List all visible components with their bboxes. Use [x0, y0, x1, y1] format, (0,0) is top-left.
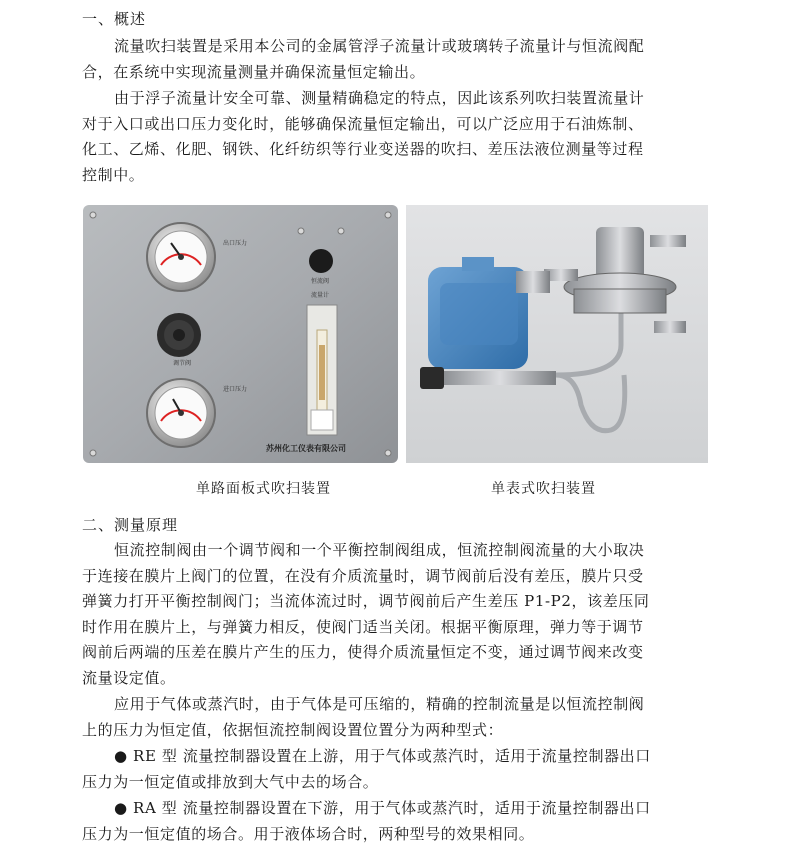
section1-paragraph1 — [82, 34, 714, 85]
section1-heading: 一、概述 — [82, 10, 147, 28]
text-line: 压力为一恒定值或排放到大气中去的场合。 — [82, 772, 379, 791]
panel-purge-device-photo — [83, 205, 398, 463]
text-line: 于连接在膜片上阀门的位置，在没有介质流量时，调节阀前后没有差压，膜片只受 — [82, 566, 644, 585]
constant-valve-label: 恒流阀 — [311, 279, 330, 285]
text-line: 由于浮子流量计安全可靠、测量精确稳定的特点，因此该系列吹扫装置流量计 — [114, 89, 645, 107]
re-type-bullet — [82, 744, 714, 795]
constant-valve-knob — [309, 249, 333, 273]
section1-paragraph2 — [82, 86, 714, 188]
adjust-knob — [420, 367, 444, 389]
text-line: 流量吹扫装置是采用本公司的金属管浮子流量计或玻璃转子流量计与恒流阀配 — [114, 37, 645, 55]
section2-paragraph2 — [82, 692, 714, 743]
text-line: 对于入口或出口压力变化时，能够确保流量恒定输出，可以广泛应用于石油炼制、 — [82, 114, 644, 133]
flowmeter-tube — [307, 305, 337, 435]
text-line: 控制中。 — [82, 165, 145, 184]
inlet-pressure-gauge — [147, 379, 215, 447]
section2-heading: 二、测量原理 — [82, 516, 179, 534]
meter-illustration — [406, 205, 708, 463]
meter-caption: 单表式吹扫装置 — [491, 481, 596, 497]
single-meter-purge-device-photo — [406, 205, 708, 463]
text-line: 流量设定值。 — [82, 668, 176, 687]
text-line: 阀前后两端的压差在膜片产生的压力，使得介质流量恒定不变，通过调节阀来改变 — [82, 643, 644, 661]
text-line: ● RE 型 流量控制器设置在上游，用于气体或蒸汽时，适用于流量控制器出口 — [114, 747, 651, 765]
company-label: 苏州化工仪表有限公司 — [266, 444, 346, 453]
text-line: 恒流控制阀由一个调节阀和一个平衡控制阀组成，恒流控制阀流量的大小取决 — [114, 541, 645, 559]
text-line: 上的压力为恒定值，依据恒流控制阀设置位置分为两种型式： — [82, 720, 504, 739]
inlet-pressure-label: 进口压力 — [223, 387, 248, 393]
text-line: 合，在系统中实现流量测量并确保流量恒定输出。 — [82, 62, 426, 81]
panel-caption: 单路面板式吹扫装置 — [196, 481, 331, 497]
text-line: 压力为一恒定值的场合。用于液体场合时，两种型号的效果相同。 — [82, 824, 535, 843]
text-line: 弹簧力打开平衡控制阀门；当流体流过时，调节阀前后产生差压 P1-P2，该差压同 — [82, 592, 650, 610]
outlet-pressure-label: 出口压力 — [223, 241, 248, 247]
text-line: ● RA 型 流量控制器设置在下游，用于气体或蒸汽时，适用于流量控制器出口 — [114, 799, 651, 817]
text-line: 时作用在膜片上，与弹簧力相反，使阀门适当关闭。根据平衡原理，弹力等于调节 — [82, 617, 644, 636]
section2-paragraph1 — [82, 538, 714, 691]
panel-illustration — [83, 205, 398, 463]
text-line: 应用于气体或蒸汽时，由于气体是可压缩的，精确的控制流量是以恒流控制阀 — [114, 695, 645, 713]
flowmeter-label: 流量计 — [311, 293, 330, 299]
text-line: 化工、乙烯、化肥、钢铁、化纤纺织等行业变送器的吹扫、差压法液位测量等过程 — [82, 140, 644, 158]
regulating-valve-knob — [157, 313, 201, 357]
outlet-pressure-gauge — [147, 223, 215, 291]
ra-type-bullet — [82, 796, 714, 847]
regulating-valve-label: 调节阀 — [173, 361, 192, 367]
